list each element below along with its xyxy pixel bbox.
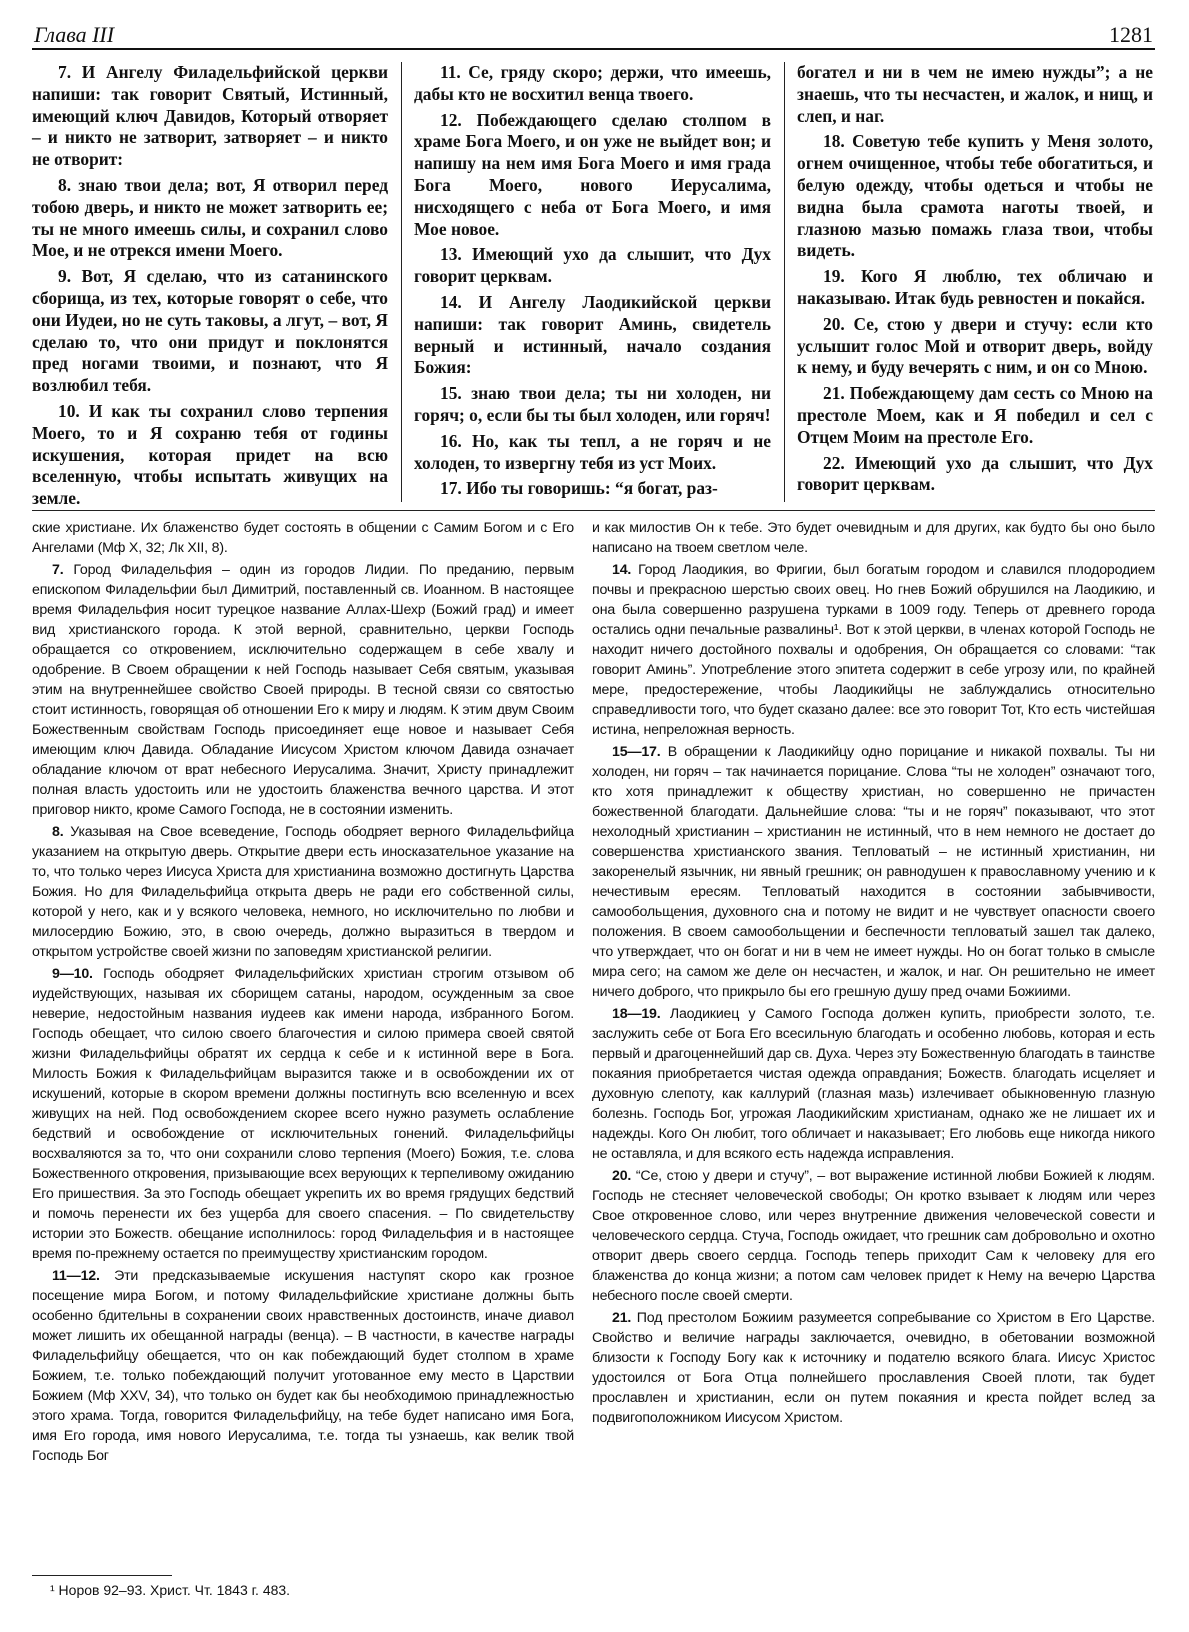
verse-ref: 14. (612, 562, 632, 578)
chapter-title: Глава III (34, 22, 115, 47)
commentary-text: Указывая на Свое всеведение, Господь ободряет верного Филадельфийца указанием на открытую дверь. Открытие двери есть иносказательное указание на то, что только через Иисуса Христа для христианина возможно достигнуть Царства Божия. Но для Филадельфийца открыта дверь не ради его собственной силы, которой у него, как и у всякого человека, немного, но исключительно по любви и милосердию Божию, это, в свою очередь, должно выразиться в твердом и открытом устройстве своей жизни по заповедям христианской религии. (32, 824, 574, 960)
section-divider (32, 510, 1155, 511)
verse: 21. Побеждающему дам сесть со Мною на престоле Моем, как и Я победил и сел с Отцем Моим на престоле Его. (797, 383, 1153, 447)
column-divider (401, 62, 402, 502)
commentary-paragraph (32, 822, 574, 962)
verse: 8. знаю твои дела; вот, Я отворил перед тобою дверь, и никто не может затворить ее; ты не много имеешь силы, и сохранил слово Мое, и не отрекся имени Моего. (32, 174, 388, 261)
footnote: ¹ Норов 92–93. Христ. Чт. 1843 г. 483. (50, 1582, 291, 1598)
verse: 7. И Ангелу Филадельфийской церкви напиши: так говорит Святый, Истинный, имеющий ключ Давидов, Который отворяет – и никто не затворит, затворяет – и никто не отворит: (32, 62, 388, 170)
commentary-paragraph (32, 560, 574, 820)
verse-continuation: богател и ни в чем не имею нужды”; а не знаешь, что ты несчастен, и жалок, и нищ, и слеп, и наг. (797, 62, 1153, 126)
verse: 17. Ибо ты говоришь: “я богат, раз- (440, 478, 718, 499)
commentary-text: Город Филадельфия – один из городов Лидии. По преданию, первым епископом Филадельфии был Димитрий, поставленный св. Иоанном. В настоящее время Филадельфия носит турецкое название Аллах-Шехр (Божий град) и имеет вид христианского города. К этой верной, сравнительно, церкви Господь обращается со откровением, исключительно содержащем в себе хвалу и одобрение. В Своем обращении к ней Господь называет Себя святым, указывая этим на внутреннейшее свойство Своей природы. В тесной связи со святостью стоит истинность, говорящая об отношении Его к миру и людям. К этим двум Своим Божественным свойствам Господь присоединяет еще новое и называет Себя имеющим ключ Давида. Обладание Иисусом Христом ключом Давида означает обладание ключом от врат небесного Иерусалима. Значит, Христу принадлежит полная власть удостоить или не удостоить блаженства вечного царства. И этот приговор никто, кроме Самого Господа, не в состоянии изменить. (32, 562, 574, 818)
verse: 16. Но, как ты тепл, а не горяч и не холоден, то извергну тебя из уст Моих. (414, 430, 771, 473)
verse: 15. знаю твои дела; ты ни холоден, ни горяч; о, если бы ты был холоден, или горяч! (414, 383, 771, 425)
commentary-text: Город Лаодикия, во Фригии, был богатым городом и славился плодородием почвы и прекрасною шерстью своих овец. Но гнев Божий обрушился на Лаодикию, и она была совершенно разрушена турками в 1009 году. Теперь от древнего города остались одни печальные развалины¹. Вот к этой церкви, в членах которой Господь не находит ничего достойного похвалы и одобрения, Он обращается со словами: “так говорит Аминь”. Употребление этого эпитета содержит в себе угрозу или, по крайней мере, предостережение, чтобы Лаодикийцы не заблуждались относительно справедливости того, что будет сказано далее: все это говорит Тот, Кто есть чистейшая истина, непреложная верность. (592, 562, 1155, 738)
scripture-block (32, 62, 1155, 507)
commentary-text: Эти предсказываемые искушения наступят скоро как грозное посещение мира Богом, и потому Филадельфийские христиане должны быть особенно бдительны в сохранении своих нравственных достоинств, иначе диавол может лишить их обещанной награды (венца). – В частности, в качестве награды Филадельфийцу обещается, что он как побеждающий будет столпом в храме Божием, т.е. только побеждающий получит уготованное ему место в Царствии Божием (Мф XXV, 34), что только он будет как бы необходимою принадлежностью этого храма. Тогда, говорится Филадельфийцу, на тебе будет написано имя Бога, имя Его города, имя нового Иерусалима, т.е. тогда ты узнаешь, как велик твой Господь Бог (32, 1268, 574, 1464)
commentary-paragraph (592, 1004, 1155, 1164)
scripture-column-1 (32, 62, 388, 514)
commentary-continuation: ские христиане. Их блаженство будет состоять в общении с Самим Богом и с Его Ангелами (Мф X, 32; Лк XII, 8). (32, 520, 574, 556)
verse-ref: 21. (612, 1310, 632, 1326)
verse: 10. И как ты сохранил слово терпения Моего, то и Я сохраню тебя от годины искушения, которая придет на всю вселенную, чтобы испытать живущих на земле. (32, 400, 388, 509)
commentary-paragraph (592, 742, 1155, 1002)
verse: 20. Се, стою у двери и стучу: если кто услышит голос Мой и отворит дверь, войду к нему, и буду вечерять с ним, и он со Мною. (797, 313, 1153, 378)
verse: 19. Кого Я люблю, тех обличаю и наказываю. Итак будь ревностен и покайся. (797, 266, 1153, 308)
running-header (32, 14, 1155, 50)
scripture-column-2 (414, 62, 771, 504)
commentary-paragraph (32, 964, 574, 1264)
verse-ref: 15—17. (612, 744, 661, 760)
commentary-paragraph (592, 1308, 1155, 1428)
commentary-text: Лаодикиец у Самого Господа должен купить, приобрести золото, т.е. заслужить себе от Бога Его всесильную благодать и особенно любовь, которая и есть первый и драгоценнейший дар св. Духа. Через эту Божественную благодать в таинстве покаяния приобретается чистая одежда оправдания; Божеств. благодать исцеляет и духовную слепоту, как каллурий (глазная мазь) излечивает обыкновенную глазную болезнь. Господь Бог, угрожая Лаодикийским христианам, однако же не лишает их и надежды. Кого Он любит, того обличает и наказывает; Его любовь еще никогда никого не оставляла, и для всякого есть надежда исправления. (592, 1006, 1155, 1162)
verse: 11. Се, гряду скоро; держи, что имеешь, дабы кто не восхитил венца твоего. (414, 62, 771, 104)
verse-ref: 9—10. (52, 966, 93, 982)
scripture-column-3 (797, 62, 1153, 500)
commentary-paragraph (592, 560, 1155, 740)
verse-ref: 7. (52, 562, 64, 578)
verse-ref: 11—12. (52, 1268, 100, 1284)
verse: 22. Имеющий ухо да слышит, что Дух говорит церквам. (797, 452, 1153, 495)
verse: 9. Вот, Я сделаю, что из сатанинского сборища, из тех, которые говорят о себе, что они Иудеи, но не суть таковы, а лгут, – вот, Я сделаю то, что они придут и поклонятся пред ногами твоими, и познают, что Я возлюбил тебя. (32, 266, 388, 396)
verse: 18. Советую тебе купить у Меня золото, огнем очищенное, чтобы тебе обогатиться, и белую одежду, чтобы одеться и чтобы не видна была срамота наготы твоей, и глазною мазью помажь глаза твои, чтобы видеть. (797, 131, 1153, 261)
commentary-text: “Се, стою у двери и стучу”, – вот выражение истинной любви Божией к людям. Господь не стесняет человеческой свободы; Он кротко взывает к людям или через Свое откровенное слово, или через внутренние движения человеческой совести и человеческого сердца. Стуча, Господь ожидает, что грешник сам добровольно и охотно отворит дверь своего сердца. Господь теперь приходит Сам к человеку для его блаженства до конца жизни; а потом сам человек придет к Нему на вечерю Царства небесного после своей смерти. (592, 1168, 1155, 1304)
verse: 12. Побеждающего сделаю столпом в храме Бога Моего, и он уже не выйдет вон; и напишу на нем имя Бога Моего и имя града Бога Моего, нового Иерусалима, нисходящего с неба от Бога Моего, и имя Мое новое. (414, 109, 771, 239)
verse: 13. Имеющий ухо да слышит, что Дух говорит церквам. (414, 244, 771, 287)
commentary-paragraph (32, 1266, 574, 1466)
verse: 14. И Ангелу Лаодикийской церкви напиши: так говорит Аминь, свидетель верный и истинный, начало создания Божия: (414, 291, 771, 378)
commentary-text: Господь ободряет Филадельфийских христиан строгим отзывом об иудействующих, называя их сборищем сатаны, народом, осужденным за свое неверие, недостойным названия иудеев как имени народа, избранного Богом. Господь обещает, что силою своего благочестия и силою примера своей святой жизни Филадельфийцы обратят их сердца к себе и к истинной вере в Бога. Милость Божия к Филадельфийцам выразится также и в освобождении их от искушений, которые в скором времени должны постигнуть всю вселенную и всех живущих на ней. Под освобождением скорее всего нужно разуметь ослабление бедствий и освобождение от исключительных гонений. Филадельфийцы восхваляются за то, что они сохранили слово терпения (Моего) Божия, т.е. слова Божественного откровения, призывающие всех верующих к терпеливому ожиданию Его пришествия. За это Господь обещает укрепить их во время грядущих бедствий и помочь перенести их без ущерба для своего спасения. – По свидетельству истории это Божеств. обещание исполнилось: город Филадельфия и в настоящее время по-прежнему остается по преимуществу христианским городом. (32, 966, 574, 1262)
commentary-continuation: и как милостив Он к тебе. Это будет очевидным и для других, как будто бы оно было написано на твоем светлом челе. (592, 520, 1155, 556)
commentary-paragraph (592, 1166, 1155, 1306)
commentary-column-left (32, 518, 574, 1468)
commentary-text: Под престолом Божиим разумеется сопребывание со Христом в Его Царстве. Свойство и величие награды заключается, очевидно, в обетовании возможной близости к Господу Богу как к источнику и подателю всякого блага. Иисус Христос удостоился от Бога Отца полнейшего прославления Своей плоти, так будет прославлен и христианин, если он путем покаяния и креста пойдет вслед за подвигоположником Иисусом Христом. (592, 1310, 1155, 1426)
page-number: 1281 (1109, 22, 1153, 47)
commentary-text: В обращении к Лаодикийцу одно порицание и никакой похвалы. Ты ни холоден, ни горяч – так начинается порицание. Слова “ты не холоден” означают того, кто хотя принадлежит к обществу христиан, но совершенно не причастен божественной благодати. Дальнейшие слова: “ты и не горяч” показывают, что этот нехолодный христианин – христианин не истинный, что в нем немного не достает до совершенства христианского звания. Тепловатый – не истинный христианин, ни закоренелый язычник, ни явный грешник; он равнодушен к православному учению и к нечестивым ересям. Тепловатый находится в состоянии забывчивости, самообольщения, духовного сна и потому не видит и не чувствует опасности своего положения. В своем самообольщении и беспечности тепловатый зашел так далеко, что утверждает, что он богат и ни в чем не имеет нужды. Но он богат только в смысле мира сего; на самом же деле он несчастен, и жалок, и наг. Он решительно не имеет ничего доброго, что прикрыло бы его грешную душу пред очами Божиими. (592, 744, 1155, 1000)
verse-ref: 20. (612, 1168, 632, 1184)
verse-ref: 8. (52, 824, 64, 840)
footnote-divider (32, 1575, 172, 1576)
commentary-column-right (592, 518, 1155, 1430)
verse-ref: 18—19. (612, 1006, 661, 1022)
column-divider (784, 62, 785, 502)
